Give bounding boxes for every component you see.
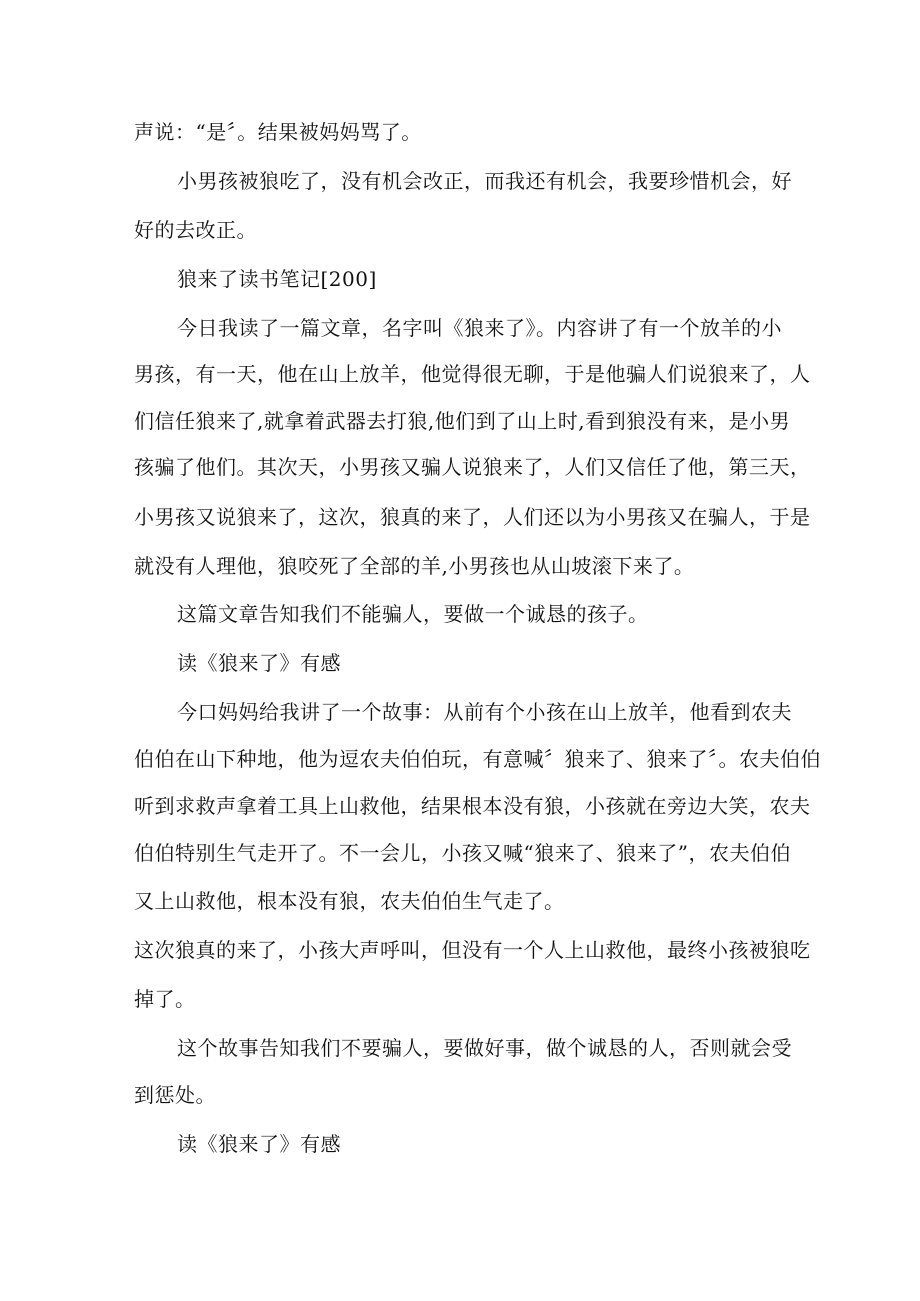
text-line: 孩骗了他们。其次天，小男孩又骗人说狼来了，人们又信任了他，第三天， <box>134 455 811 479</box>
text-line: 这篇文章告知我们不能骗人，要做一个诚恳的孩子。 <box>177 602 649 626</box>
section-heading: 读《狼来了》有感 <box>177 651 341 675</box>
text-line: 小男孩又说狼来了，这次，狼真的来了，人们还以为小男孩又在骗人，于是 <box>134 505 811 529</box>
section-heading: 狼来了读书笔记[200] <box>177 267 377 291</box>
text-line: 们信任狼来了,就拿着武器去打狼,他们到了山上时,看到狼没有来，是小男 <box>134 409 791 433</box>
text-line: 伯伯在山下种地，他为逗农夫伯伯玩，有意喊〞狼来了、狼来了〞。农夫伯伯 <box>134 747 821 771</box>
text-line: 这个故事告知我们不要骗人，要做好事，做个诚恳的人，否则就会受 <box>177 1036 792 1060</box>
text-line: 伯伯特别生气走开了。不一会儿，小孩又喊“狼来了、狼来了”，农夫伯伯 <box>134 841 791 865</box>
text-line: 到惩处。 <box>134 1083 216 1107</box>
text-line: 今日我读了一篇文章，名字叫《狼来了》。内容讲了有一个放羊的小 <box>177 316 782 340</box>
text-line: 这次狼真的来了，小孩大声呼叫，但没有一个人上山救他，最终小孩被狼吃 <box>134 938 811 962</box>
text-line: 听到求救声拿着工具上山救他，结果根本没有狼，小孩就在旁边大笑，农夫 <box>134 794 811 818</box>
text-line: 好的去改正。 <box>134 218 257 242</box>
text-line: 就没有人理他，狼咬死了全部的羊,小男孩也从山坡滚下来了。 <box>134 554 695 578</box>
text-line: 声说：“是〞。结果被妈妈骂了。 <box>134 120 422 144</box>
text-line: 小男孩被狼吃了，没有机会改正，而我还有机会，我要珍惜机会，好 <box>177 169 792 193</box>
text-line: 又上山救他，根本没有狼，农夫伯伯生气走了。 <box>134 889 565 913</box>
text-line: 掉了。 <box>134 987 196 1011</box>
text-line: 男孩，有一天，他在山上放羊，他觉得很无聊，于是他骗人们说狼来了，人 <box>134 362 811 386</box>
section-heading: 读《狼来了》有感 <box>177 1132 341 1156</box>
text-line: 今口妈妈给我讲了一个故事：从前有个小孩在山上放羊，他看到农夫 <box>177 700 792 724</box>
